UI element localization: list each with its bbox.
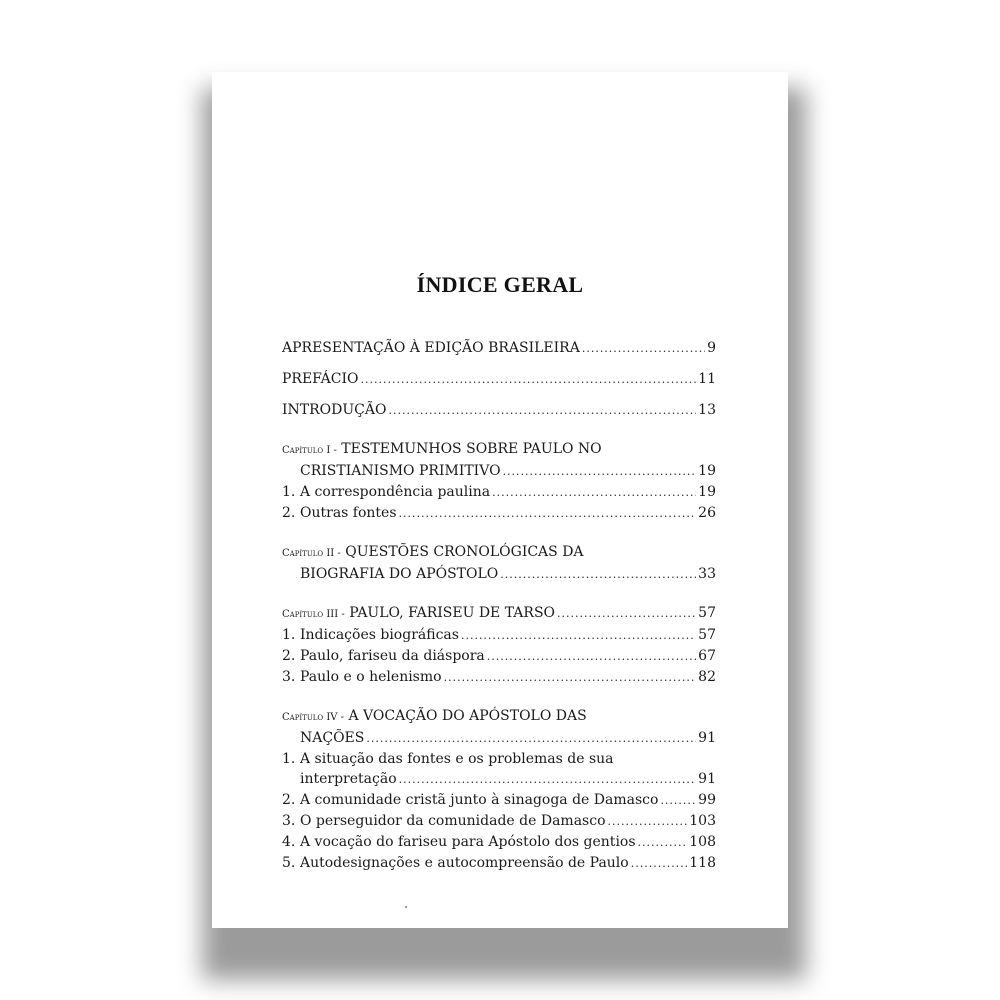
toc-entry: 4. A vocação do fariseu para Apóstolo dos gentios ..... 108	[282, 832, 716, 853]
toc-entry: 2. Paulo, fariseu da diáspora ..... 67	[282, 646, 716, 667]
toc-entry: 2. Outras fontes ..... 26	[282, 503, 716, 524]
toc-entry: 3. Paulo e o helenismo ..... 82	[282, 667, 716, 688]
chapter-heading-cont: BIOGRAFIA DO APÓSTOLO ..... 33	[282, 564, 716, 585]
print-speck	[405, 906, 407, 908]
toc-entry: 2. A comunidade cristã junto à sinagoga de Damasco ..... 99	[282, 790, 716, 811]
page-title: ÍNDICE GERAL	[416, 272, 584, 297]
toc-entry-apresentacao: APRESENTAÇÃO À EDIÇÃO BRASILEIRA ..... 9	[282, 338, 716, 359]
toc-entry-cont: interpretação ..... 91	[282, 769, 716, 790]
chapter-heading: Capítulo III - PAULO, FARISEU DE TARSO ..... 57	[282, 603, 716, 625]
toc-entry-introducao: INTRODUÇÃO ..... 13	[282, 400, 716, 421]
chapter-heading-cont: NAÇÕES ..... 91	[282, 728, 716, 749]
toc-entry: 5. Autodesignações e autocompreensão de Paulo ..... 118	[282, 853, 716, 874]
toc-entry: 1. A correspondência paulina ..... 19	[282, 482, 716, 503]
chapter-heading-cont: CRISTIANISMO PRIMITIVO ..... 19	[282, 461, 716, 482]
chapter-heading: Capítulo II - QUESTÕES CRONOLÓGICAS DA	[282, 544, 584, 560]
table-of-contents	[282, 338, 716, 874]
toc-entry: 3. O perseguidor da comunidade de Damasco ..... 103	[282, 811, 716, 832]
toc-entry: 1. A situação das fontes e os problemas de sua	[282, 751, 614, 767]
toc-entry-prefacio: PREFÁCIO ..... 11	[282, 369, 716, 390]
book-page	[212, 72, 788, 928]
chapter-heading: Capítulo IV - A VOCAÇÃO DO APÓSTOLO DAS	[282, 708, 587, 724]
toc-entry: 1. Indicações biográficas ..... 57	[282, 625, 716, 646]
chapter-heading: Capítulo I - TESTEMUNHOS SOBRE PAULO NO	[282, 441, 602, 457]
